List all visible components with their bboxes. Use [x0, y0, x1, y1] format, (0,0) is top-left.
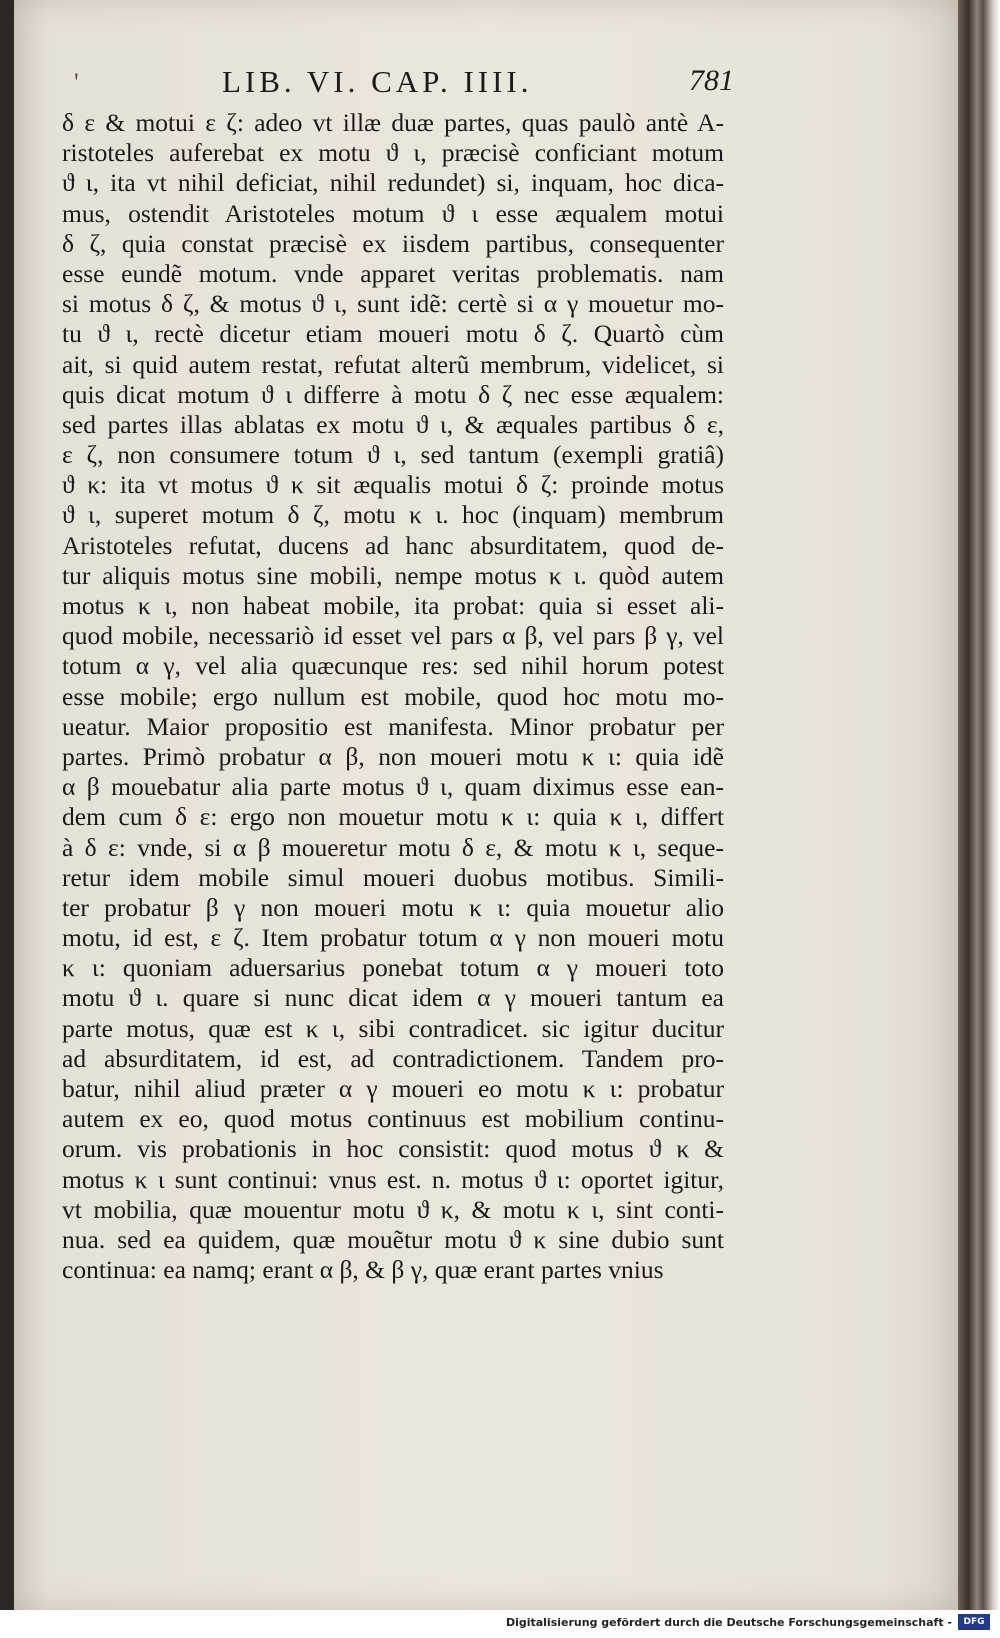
text-line: mus, ostendit Aristoteles motum ϑ ι esse æqualem motui [62, 198, 724, 228]
text-line: batur, nihil aliud præter α γ moueri eo motu κ ι: probatur [62, 1074, 724, 1103]
text-line: partes. Primò probatur α β, non moueri motu κ ι: quia idẽ [62, 741, 724, 771]
text-line: tu ϑ ι, rectè dicetur etiam moueri motu δ ζ. Quartò cùm [62, 319, 724, 349]
text-line: ε ζ, non consumere totum ϑ ι, sed tantum (exempli gratiâ) [62, 440, 724, 470]
text-line: si motus δ ζ, & motus ϑ ι, sunt idẽ: certè si α γ mouetur mo- [62, 289, 724, 319]
text-line: parte motus, quæ est κ ι, sibi contradicet. sic igitur ducitur [62, 1013, 724, 1043]
text-line: ait, si quid autem restat, refutat alterũ membrum, videlicet, si [62, 349, 724, 379]
scan-left-border [0, 0, 14, 1610]
text-line: ter probatur β γ non moueri motu κ ι: quia mouetur alio [62, 892, 724, 922]
text-line: motu ϑ ι. quare si nunc dicat idem α γ moueri tantum ea [62, 983, 724, 1013]
text-line: dem cum δ ε: ergo non mouetur motu κ ι: quia κ ι, differt [62, 802, 724, 832]
text-line: retur idem mobile simul moueri duobus motibus. Simili- [62, 862, 724, 892]
text-line: esse mobile; ergo nullum est mobile, quod hoc motu mo- [62, 681, 724, 711]
dfg-logo-icon: DFG [958, 1614, 990, 1630]
book-page [14, 0, 958, 1610]
text-line: κ ι: quoniam aduersarius ponebat totum α γ moueri toto [62, 953, 724, 983]
text-line: sed partes illas ablatas ex motu ϑ ι, & æquales partibus δ ε, [62, 409, 724, 439]
text-line: motus κ ι sunt continui: vnus est. n. motus ϑ ι: oportet igitur, [62, 1164, 724, 1194]
text-line: nua. sed ea quidem, quæ mouẽtur motu ϑ κ sine dubio sunt [62, 1224, 724, 1254]
text-line: ad absurditatem, id est, ad contradictionem. Tandem pro- [62, 1043, 724, 1073]
text-line: ϑ κ: ita vt motus ϑ κ sit æqualis motui δ ζ: proinde motus [62, 470, 724, 500]
text-line: tur aliquis motus sine mobili, nempe motus κ ι. quòd autem [62, 560, 724, 590]
funding-credit: Digitalisierung gefördert durch die Deutsche Forschungsgemeinschaft - [505, 1616, 952, 1629]
text-line: δ ζ, quia constat præcisè ex iisdem partibus, consequenter [62, 228, 724, 258]
text-line: orum. vis probationis in hoc consistit: quod motus ϑ κ & [62, 1134, 724, 1164]
text-line: α β mouebatur alia parte motus ϑ ι, quam diximus esse ean- [62, 772, 724, 802]
text-line: ϑ ι, superet motum δ ζ, motu κ ι. hoc (inquam) membrum [62, 500, 724, 530]
page-edge-shadow [958, 0, 1000, 1610]
text-line: ϑ ι, ita vt nihil deficiat, nihil redundet) si, inquam, hoc dica- [62, 168, 724, 198]
text-line: totum α γ, vel alia quæcunque res: sed nihil horum potest [62, 651, 724, 681]
text-line: continua: ea namq; erant α β, & β γ, quæ erant partes vnius [62, 1255, 664, 1285]
text-line: autem ex eo, quod motus continuus est mobilium continu- [62, 1104, 724, 1134]
text-line: vt mobilia, quæ mouentur motu ϑ κ, & motu κ ι, sint conti- [62, 1194, 724, 1224]
text-line: ristoteles auferebat ex motu ϑ ι, præcisè conficiant motum [62, 138, 724, 168]
page-number: 781 [689, 64, 734, 97]
text-line: motu, id est, ε ζ. Item probatur totum α γ non moueri motu [62, 923, 724, 953]
footer-bar [0, 1610, 1000, 1638]
text-line: esse eundẽ motum. vnde apparet veritas problematis. nam [62, 258, 724, 288]
text-line: Aristoteles refutat, ducens ad hanc absurditatem, quod de- [62, 530, 724, 560]
text-line: δ ε & motui ε ζ: adeo vt illæ duæ partes, quas paulò antè A- [62, 108, 724, 137]
text-line: quod mobile, necessariò id esset vel pars α β, vel pars β γ, vel [62, 621, 724, 651]
text-line: quis dicat motum ϑ ι differre à motu δ ζ nec esse æqualem: [62, 379, 724, 409]
header-mark: ' [74, 68, 79, 97]
running-head: LIB. VI. CAP. IIII. [222, 64, 533, 99]
text-line: ueatur. Maior propositio est manifesta. Minor probatur per [62, 711, 724, 741]
text-line: motus κ ι, non habeat mobile, ita probat: quia si esset ali- [62, 591, 724, 620]
text-line: à δ ε: vnde, si α β moueretur motu δ ε, & motu κ ι, seque- [62, 832, 724, 862]
page-header [74, 64, 734, 104]
body-text [62, 108, 724, 1285]
